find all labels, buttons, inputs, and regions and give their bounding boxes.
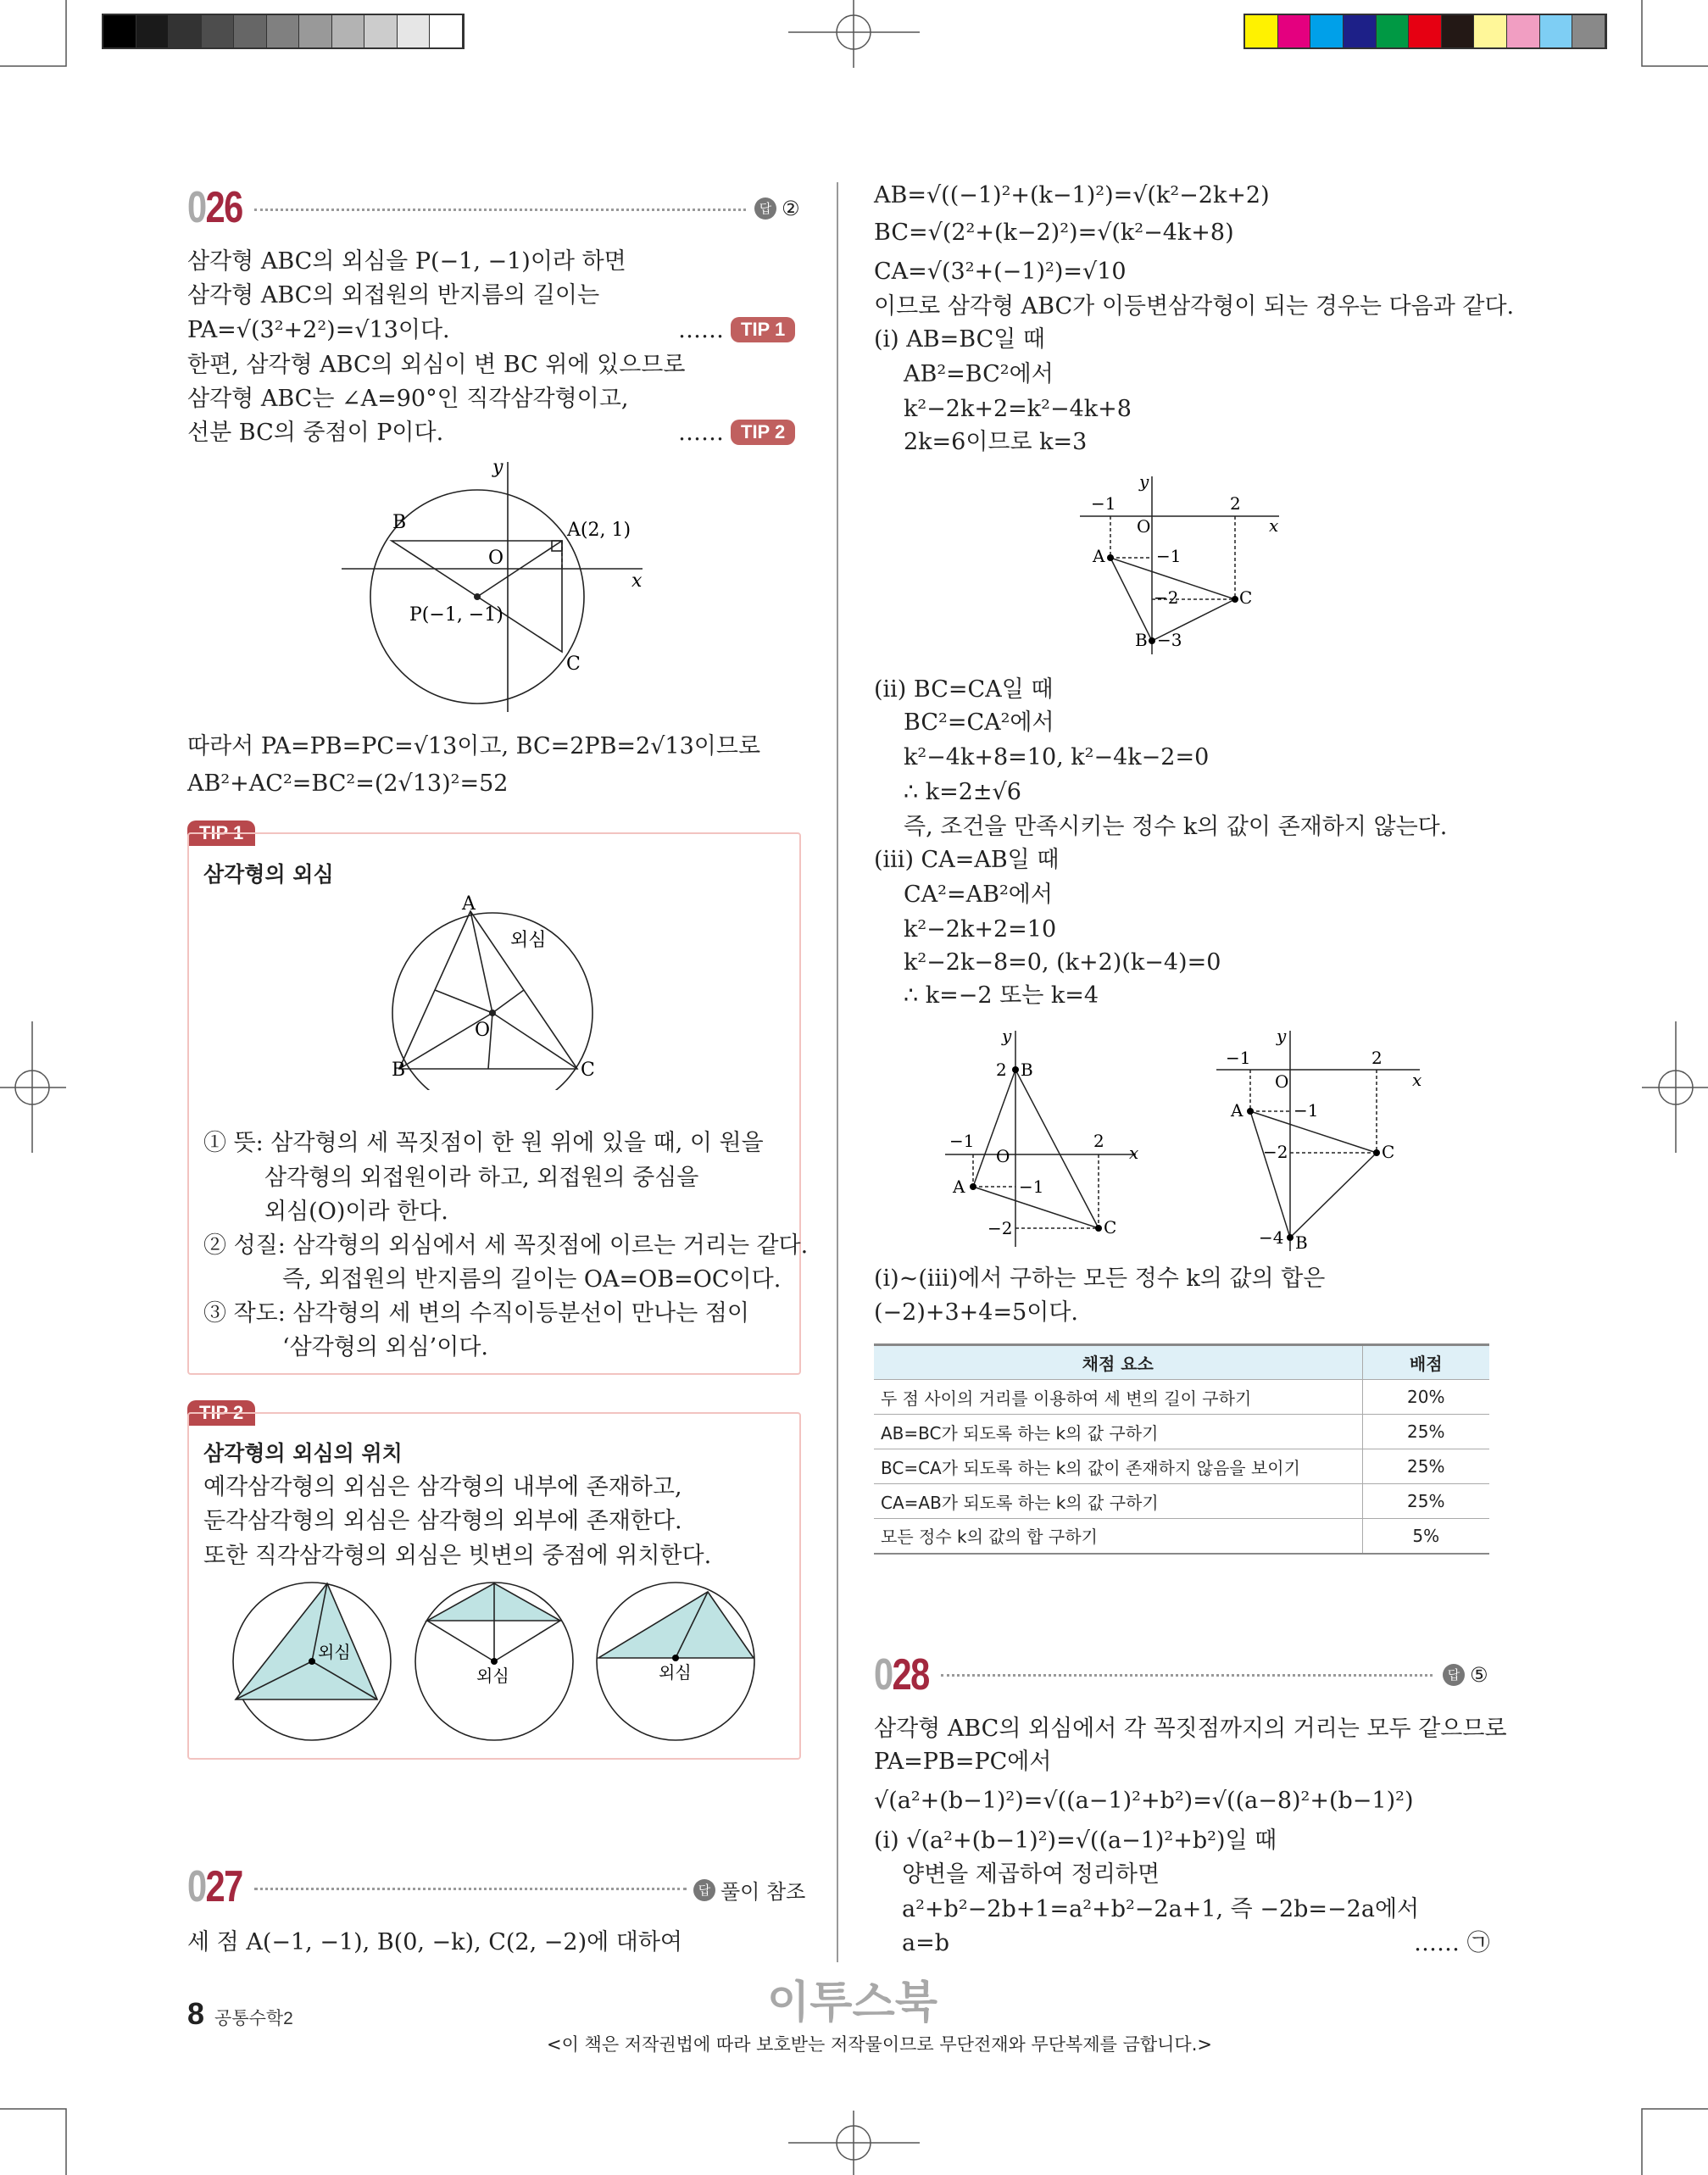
label-b: B [392, 1060, 406, 1081]
num-prefix: 0 [187, 1862, 206, 1911]
answer-badge: 답 [1443, 1664, 1465, 1686]
answer-026 [754, 197, 800, 220]
axis-y: y [1139, 472, 1149, 492]
circumcircle-diagram-026 [333, 458, 655, 721]
criteria: 두 점 사이의 거리를 이용하여 세 변의 길이 구하기 [874, 1380, 1362, 1415]
num-prefix: 0 [874, 1650, 893, 1699]
answer-badge: 답 [754, 197, 776, 220]
tip-2-ref[interactable]: TIP 2 [731, 420, 795, 445]
label-c: C [566, 654, 581, 675]
circumcenter-position-diagrams [229, 1577, 771, 1746]
graph-case-iii-k2 [941, 1026, 1144, 1251]
tick: −1 [1156, 546, 1182, 566]
point-a: A [953, 1177, 965, 1197]
text-line: 한편, 삼각형 ABC의 외심이 변 BC 위에 있으므로 [187, 352, 686, 378]
tick: −1 [1294, 1100, 1319, 1121]
text-line: 삼각형 ABC의 외접원의 반지름의 길이는 [187, 282, 600, 309]
text-line: 선분 BC의 중점이 P이다. [187, 420, 444, 446]
tick: 2 [996, 1060, 1007, 1080]
label-o: O [488, 548, 504, 569]
label-c: C [581, 1060, 595, 1081]
dotted-leader [941, 1674, 1433, 1677]
text-line: PA=√(3²+2²)=√13이다. [187, 317, 450, 343]
text-line: k²−4k+8=10, k²−4k−2=0 [904, 744, 1210, 770]
point-b: B [1295, 1232, 1308, 1253]
page-footer [187, 1996, 293, 2032]
conclusion-line: AB²+AC²=BC²=(2√13)²=52 [187, 770, 509, 797]
label-y: y [492, 458, 503, 478]
tip-2-tag: TIP 2 [187, 1400, 255, 1426]
graph-case-iii-k4 [1212, 1026, 1433, 1260]
tip-1-tag: TIP 1 [187, 820, 255, 846]
tip-2-line: 예각삼각형의 외심은 삼각형의 내부에 존재하고, [203, 1474, 682, 1500]
leader-dots: …… [678, 317, 724, 343]
tick: 2 [1230, 493, 1241, 514]
text-line: 세 점 A(−1, −1), B(0, −k), C(2, −2)에 대하여 [187, 1929, 683, 1955]
text-line: k²−2k+2=10 [904, 916, 1057, 943]
text-line: 이므로 삼각형 ABC가 이등변삼각형이 되는 경우는 다음과 같다. [874, 293, 1515, 320]
text-line: (i) √(a²+(b−1)²)=√((a−1)²+b²)일 때 [874, 1827, 1277, 1854]
text-line: ∴ k=2±√6 [904, 779, 1021, 805]
axis-x: x [1269, 515, 1279, 536]
dotted-leader [254, 209, 746, 211]
text-line: 삼각형 ABC의 외심에서 각 꼭짓점까지의 거리는 모두 같으므로 [874, 1716, 1507, 1742]
axis-y: y [1277, 1026, 1287, 1046]
tick: −2 [1154, 587, 1179, 608]
label-circumcenter: 외심 [510, 930, 547, 951]
page-number: 8 [187, 1996, 205, 2031]
origin: O [1275, 1071, 1289, 1092]
criteria: 모든 정수 k의 값의 합 구하기 [874, 1519, 1362, 1554]
text-line: a²+b²−2b+1=a²+b²−2a+1, 즉 −2b=−2a에서 [902, 1896, 1420, 1922]
text-line: AB²=BC²에서 [904, 361, 1054, 387]
text-line: 2k=6이므로 k=3 [904, 429, 1088, 455]
text-line: (iii) CA=AB일 때 [874, 847, 1060, 873]
dotted-leader [254, 1888, 687, 1890]
label-x: x [631, 570, 643, 592]
text-line: ∴ k=−2 또는 k=4 [904, 982, 1099, 1009]
table-row [874, 1380, 1489, 1415]
criteria: CA=AB가 되도록 하는 k의 값 구하기 [874, 1484, 1362, 1519]
book-title: 공통수학2 [214, 2009, 293, 2028]
problem-number-026 [187, 182, 242, 233]
copyright-notice: <이 책은 저작권법에 따라 보호받는 저작물이므로 무단전재와 무단복제를 금합니다.> [547, 2034, 1212, 2055]
point-b: B [1021, 1060, 1033, 1080]
problem-number-028 [874, 1649, 929, 1700]
text-line: √(a²+(b−1)²)=√((a−1)²+b²)=√((a−8)²+(b−1)²) [874, 1788, 1414, 1814]
axis-x: x [1412, 1070, 1422, 1090]
num: 28 [892, 1650, 929, 1699]
text-line: PA=PB=PC에서 [874, 1749, 1052, 1775]
point-c: C [1382, 1142, 1395, 1162]
tick: −1 [1226, 1048, 1251, 1068]
point-b: B [1135, 630, 1148, 650]
label-a: A(2, 1) [567, 520, 631, 541]
problem-number-027 [187, 1861, 242, 1912]
tip-2-line: 또한 직각삼각형의 외심은 빗변의 중점에 위치한다. [203, 1543, 712, 1569]
tick: 2 [1093, 1131, 1104, 1151]
score: 25% [1362, 1484, 1489, 1519]
text-line: CA²=AB²에서 [904, 882, 1053, 908]
tip-1-item: ② 성질: 삼각형의 외심에서 세 꼭짓점에 이르는 거리는 같다. [203, 1232, 809, 1259]
text-line: k²−2k−8=0, (k+2)(k−4)=0 [904, 949, 1221, 976]
axis-x: x [1129, 1143, 1139, 1163]
text-line: (ii) BC=CA일 때 [874, 676, 1054, 703]
table-header [874, 1345, 1489, 1380]
text-line: k²−2k+2=k²−4k+8 [904, 396, 1132, 422]
text-line: AB=√((−1)²+(k−1)²)=√(k²−2k+2) [874, 182, 1270, 209]
text-line: 즉, 조건을 만족시키는 정수 k의 값이 존재하지 않는다. [904, 814, 1448, 840]
text-line: a=b [902, 1930, 950, 1956]
text-line: BC²=CA²에서 [904, 709, 1054, 736]
text-line: 삼각형 ABC의 외심을 P(−1, −1)이라 하면 [187, 248, 626, 275]
score: 25% [1362, 1449, 1489, 1484]
text-line: CA=√(3²+(−1)²)=√10 [874, 259, 1127, 285]
label-o: O [475, 1020, 491, 1041]
tip-2-line: 둔각삼각형의 외심은 삼각형의 외부에 존재한다. [203, 1508, 682, 1534]
label-obtuse: 외심 [476, 1666, 509, 1686]
tick: −2 [988, 1218, 1013, 1238]
score: 20% [1362, 1380, 1489, 1415]
axis-y: y [1002, 1026, 1012, 1046]
answer-028 [1443, 1663, 1488, 1687]
origin: O [996, 1146, 1010, 1166]
table-row [874, 1449, 1489, 1484]
label-b: B [392, 512, 407, 533]
answer-value: 풀이 참조 [720, 1880, 806, 1904]
tip-1-item: 삼각형의 외접원이라 하고, 외접원의 중심을 [264, 1165, 699, 1191]
leader-dots: …… [678, 420, 724, 446]
summary-line: (−2)+3+4=5이다. [874, 1299, 1079, 1326]
criteria: BC=CA가 되도록 하는 k의 값이 존재하지 않음을 보이기 [874, 1449, 1362, 1484]
label-acute: 외심 [318, 1642, 351, 1662]
tick: −1 [1091, 493, 1116, 514]
header-criteria: 채점 요소 [874, 1345, 1362, 1380]
tip-1-item: 즉, 외접원의 반지름의 길이는 OA=OB=OC이다. [282, 1266, 782, 1293]
scoring-table [874, 1343, 1489, 1555]
tip-1-title: 삼각형의 외심 [203, 862, 334, 887]
score: 25% [1362, 1415, 1489, 1449]
equation-mark: …… ㉠ [1414, 1930, 1490, 1956]
answer-027 [693, 1875, 805, 1905]
header-score: 배점 [1362, 1345, 1489, 1380]
text-line: (i) AB=BC일 때 [874, 326, 1045, 353]
tick: −3 [1157, 630, 1182, 650]
criteria: AB=BC가 되도록 하는 k의 값 구하기 [874, 1415, 1362, 1449]
tick: 2 [1371, 1048, 1383, 1068]
table-row [874, 1519, 1489, 1554]
summary-line: (i)~(iii)에서 구하는 모든 정수 k의 값의 합은 [874, 1266, 1326, 1292]
tip-2-title: 삼각형의 외심의 위치 [203, 1441, 403, 1466]
tick: −1 [949, 1131, 975, 1151]
tick: −4 [1259, 1227, 1284, 1248]
conclusion-line: 따라서 PA=PB=PC=√13이고, BC=2PB=2√13이므로 [187, 733, 761, 759]
tip-1-item: ‘삼각형의 외심’이다. [282, 1334, 488, 1360]
point-c: C [1239, 587, 1253, 608]
column-divider [837, 182, 838, 1962]
tip-1-item: ① 뜻: 삼각형의 세 꼭짓점이 한 원 위에 있을 때, 이 원을 [203, 1130, 764, 1156]
tick: −1 [1019, 1177, 1044, 1197]
answer-badge: 답 [693, 1879, 715, 1901]
num: 26 [205, 183, 242, 232]
tick: −2 [1263, 1142, 1288, 1162]
num-prefix: 0 [187, 183, 206, 232]
graph-case-i [1076, 472, 1288, 659]
circumcenter-diagram [375, 895, 629, 1090]
origin: O [1137, 516, 1151, 537]
point-a: A [1093, 546, 1105, 566]
tip-1-item: ③ 작도: 삼각형의 세 변의 수직이등분선이 만나는 점이 [203, 1300, 749, 1327]
num: 27 [205, 1862, 242, 1911]
text-line: 양변을 제곱하여 정리하면 [902, 1861, 1160, 1888]
text-line: 삼각형 ABC는 ∠A=90°인 직각삼각형이고, [187, 386, 629, 412]
point-c: C [1104, 1217, 1117, 1238]
text-line: BC=√(2²+(k−2)²)=√(k²−4k+8) [874, 220, 1234, 246]
label-p: P(−1, −1) [409, 604, 503, 626]
label-a: A [462, 895, 476, 915]
tip-1-ref[interactable]: TIP 1 [731, 317, 795, 342]
publisher-logo: 이투스북 [767, 1978, 937, 2028]
answer-value: ⑤ [1470, 1663, 1488, 1687]
answer-value: ② [782, 197, 800, 220]
table-row [874, 1415, 1489, 1449]
table-row [874, 1484, 1489, 1519]
score: 5% [1362, 1519, 1489, 1554]
point-a: A [1231, 1100, 1243, 1121]
label-right: 외심 [659, 1662, 692, 1683]
tip-1-item: 외심(O)이라 한다. [264, 1199, 448, 1225]
